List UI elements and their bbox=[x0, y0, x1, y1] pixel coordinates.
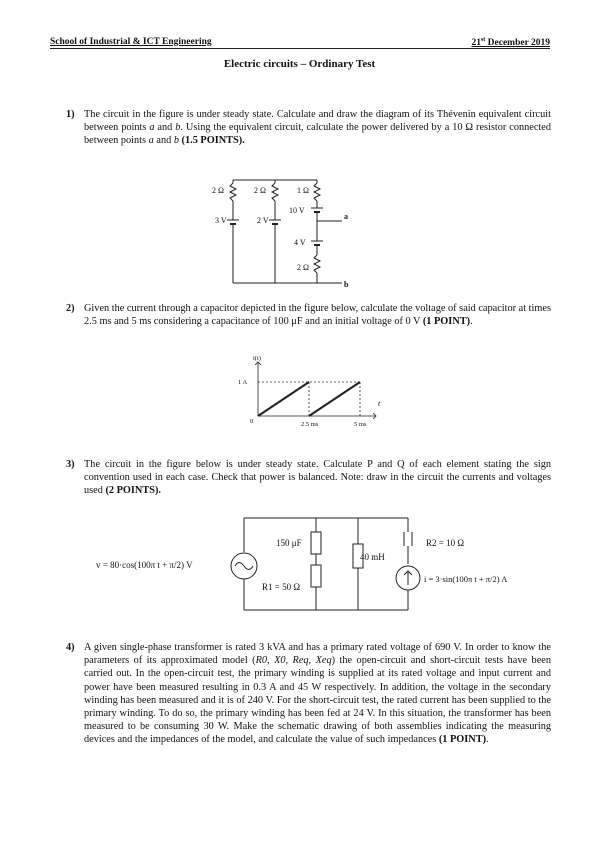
fig3-ind-label: 40 mH bbox=[360, 552, 385, 562]
question-text: The circuit in the figure below is under steady state. Calculate P and Q of each element stating the sign convention used in each case. Check that power is balanced. Note: draw in the circuit the currents and voltages used (2 POINTS). bbox=[84, 459, 551, 497]
exam-date: 21st December 2019 bbox=[471, 37, 550, 49]
header-rule bbox=[50, 48, 550, 49]
exam-title: Electric circuits – Ordinary Test bbox=[223, 58, 376, 70]
question-text: A given single-phase transformer is rated 3 kVA and has a primary rated voltage of 690 V. In order to know the parameters of its approximated model (R0, X0, Req, Xeq) the open-circuit and short-circuit tests have been carried out. In the open-circuit test, the primary winding is supplied at its rated voltage and input current and power have been measured resulting in 0.3 A and 45 W respectively. In addition, the voltage in the secondary winding has been measured and it is of 240 V. For the short-circuit test, the rated current has been supplied to the primary winding. To do so, the primary winding has been fed at 24 V. In this situation, the transformer has been measured to be consuming 30 W. Make the schematic drawing of both assemblies indicating the measuring devices and the impedances of the model, and calculate the value of such impedances (1 POINT). bbox=[84, 642, 551, 746]
fig3-r1-label: R1 = 50 Ω bbox=[262, 582, 301, 592]
fig1-r2-label: 2 Ω bbox=[254, 186, 266, 195]
fig2-y-axis-label: i(t) bbox=[253, 355, 261, 362]
fig2-x-tick-2: 5 ms bbox=[354, 421, 367, 428]
question-number: 4) bbox=[66, 642, 75, 653]
figure-2-current-waveform bbox=[228, 352, 388, 432]
fig1-r4-label: 2 Ω bbox=[297, 263, 309, 272]
fig1-r1-label: 2 Ω bbox=[212, 186, 224, 195]
fig3-cap-label: 150 μF bbox=[276, 538, 302, 548]
question-text: The circuit in the figure is under steady state. Calculate and draw the diagram of its Thévenin equivalent circuit between points a and b. Using the equivalent circuit, calculate the power delivered by a 10 Ω resistor connected between points a and b (1.5 POINTS). bbox=[84, 109, 551, 147]
fig1-v4-label: 4 V bbox=[294, 238, 306, 247]
page-header bbox=[50, 37, 550, 51]
fig3-source-label: v = 80·cos(100π t + π/2) V bbox=[96, 560, 193, 570]
question-number: 1) bbox=[66, 109, 75, 120]
fig2-y-tick: 1 A bbox=[238, 379, 248, 386]
question-3 bbox=[66, 458, 551, 498]
question-1 bbox=[66, 108, 551, 148]
figure-1-dc-circuit bbox=[200, 175, 380, 295]
question-4 bbox=[66, 641, 551, 747]
fig1-v2-label: 2 V bbox=[257, 216, 269, 225]
question-text: Given the current through a capacitor depicted in the figure below, calculate the voltage of said capacitor at times 2.5 ms and 5 ms considering a capacitance of 100 μF and an initial voltage of 0 V (1 POINT). bbox=[84, 303, 551, 328]
question-number: 3) bbox=[66, 459, 75, 470]
fig3-current-source-label: i = 3·sin(100π t + π/2) A bbox=[424, 574, 508, 584]
fig2-origin: 0 bbox=[250, 418, 254, 425]
fig1-v1-label: 3 V bbox=[215, 216, 227, 225]
fig1-v3-label: 10 V bbox=[289, 206, 305, 215]
fig1-r3-label: 1 Ω bbox=[297, 186, 309, 195]
fig1-node-b: b bbox=[344, 280, 349, 289]
question-2 bbox=[66, 302, 551, 328]
question-number: 2) bbox=[66, 303, 75, 314]
figure-3-ac-circuit bbox=[90, 512, 540, 622]
fig3-r2-label: R2 = 10 Ω bbox=[426, 538, 465, 548]
fig1-node-a: a bbox=[344, 212, 348, 221]
fig2-x-tick-1: 2.5 ms bbox=[301, 421, 319, 428]
fig2-x-axis-label: t bbox=[378, 399, 381, 408]
school-name: School of Industrial & ICT Engineering bbox=[50, 37, 212, 47]
